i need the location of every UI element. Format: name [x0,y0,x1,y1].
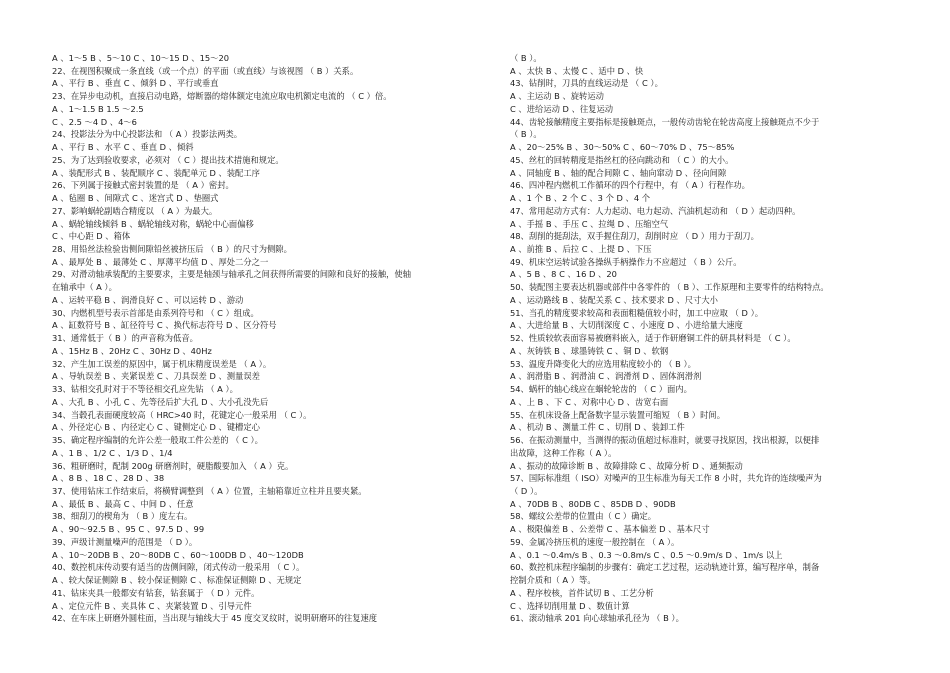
question-line: A 、较大保证侧隙 B 、较小保证侧隙 C 、标准保证侧隙 D 、无规定 [52,575,302,586]
question-line: A 、15Hz B 、20Hz C 、30Hz D 、40Hz [52,345,212,356]
question-line: C 、进给运动 D 、往复运动 [510,103,614,114]
question-line: A 、上 B 、下 C 、对称中心 D 、齿宽右面 [510,396,669,407]
question-line: 40、数控机床传动要有适当的齿侧间隙，闭式传动一般采用 （ C ）。 [52,562,305,573]
question-line: 41、钻床夹具一般都安有钻套，钻套属于 （ D ）元件。 [52,587,260,598]
question-line: 51、当孔的精度要求较高和表面粗糙值较小时，加工中应取 （ D ）。 [510,307,764,318]
question-line: 38、细刮刀的楔角为 （ B ）度左右。 [52,511,193,522]
question-line: 39、声级计测量噪声的范围是 （ D ）。 [52,536,198,547]
question-line: 45、丝杠的回转精度是指丝杠的径向跳动和 （ C ）的大小。 [510,154,734,165]
question-line: 53、温度升降变化大的应选用粘度较小的 （ B ）。 [510,358,696,369]
question-line: 57、国际标准组（ ISO）对噪声的卫生标准为每天工作 8 小时，共允许的连续噪声为 [510,473,822,484]
question-line: A 、最厚处 B 、最薄处 C 、厚薄平均值 D 、厚处二分之一 [52,256,269,267]
question-line: 25、为了达到验收要求，必须对 （ C ）提出技术措施和规定。 [52,154,284,165]
question-line: 58、螺纹公差带的位置由（ C ）确定。 [510,511,657,522]
question-line: 出故障，这种工作称（ A ）。 [510,447,617,458]
question-line: A 、90～92.5 B 、95 C 、97.5 D 、99 [52,524,205,535]
left-column [52,52,442,625]
question-line: A 、5 B 、8 C 、16 D 、20 [510,269,617,280]
question-line: A 、前推 B 、后拉 C 、上提 D 、下压 [510,244,652,255]
question-line: 32、产生加工误差的原因中，属于机床精度误差是 （ A ）。 [52,358,272,369]
question-line: A 、运转平稳 B 、润滑良好 C 、可以运转 D 、游动 [52,294,244,305]
question-line: A 、蜗轮轴线倾斜 B 、蜗轮轴线对称，蜗轮中心面偏移 [52,218,254,229]
question-line: A 、定位元件 B 、夹具体 C 、夹紧装置 D 、引导元件 [52,600,252,611]
question-line: 48、刮削的挺刮法，双手握住刮刀，刮削时应 （ D ）用力于刮刀。 [510,231,759,242]
question-line: A 、极限偏差 B 、公差带 C 、基本偏差 D 、基本尺寸 [510,524,710,535]
question-line: C 、中心距 D 、箱体 [52,231,131,242]
question-line: （ B ）。 [510,129,542,140]
question-line: 44、齿轮接触精度主要指标是接触斑点，一般传动齿轮在轮齿高度上接触斑点不少于 [510,116,820,127]
question-line: C 、2.5 ～4 D 、4～6 [52,116,137,127]
question-line: A 、最低 B 、最高 C 、中间 D 、任意 [52,498,194,509]
question-line: A 、毡圈 B 、间隙式 C 、迷宫式 D 、垫圈式 [52,193,219,204]
question-line: A 、外径定心 B 、内径定心 C 、键侧定心 D 、键槽定心 [52,422,260,433]
question-line: 37、使用钻床工作结束后，将横臂调整到 （ A ）位置，主轴箱靠近立柱并且要夹紧。 [52,485,367,496]
question-line: 22、在视图积聚成一条直线（或一个点）的平面（或直线）与该视图 （ B ）关系。 [52,65,359,76]
question-line: 27、影响蜗轮副啮合精度以 （ A ）为最大。 [52,205,218,216]
question-line: A 、手摇 B 、手压 C 、拉绳 D 、压缩空气 [510,218,669,229]
question-line: A 、装配形式 B 、装配顺序 C 、装配单元 D 、装配工序 [52,167,260,178]
question-line: 26、下列属于接触式密封装置的是 （ A ）密封。 [52,180,234,191]
question-line: 46、四冲程内燃机工作循环的四个行程中，有 （ A ）行程作功。 [510,180,750,191]
question-line: A 、10～20DB B 、20～80DB C 、60～100DB D 、40～120DB [52,549,304,560]
right-column [510,52,900,625]
question-line: 42、在车床上研磨外圆柱面，当出现与轴线大于 45 度交叉纹时，说明研磨环的往复速度 [52,613,378,624]
question-line: 29、对滑动轴承装配的主要要求，主要是轴颈与轴承孔之间获得所需要的间隙和良好的接触，使轴 [52,269,412,280]
question-line: A 、同轴度 B 、轴的配合间隙 C 、轴向窜动 D 、径向间隙 [510,167,727,178]
question-line: A 、平行 B 、垂直 C 、倾斜 D 、平行或垂直 [52,78,219,89]
question-line: 控制介质和（ A ）等。 [510,575,596,586]
question-line: A 、1～1.5 B 1.5 ～2.5 [52,103,144,114]
question-line: 31、通常低于（ B ）的声音称为低音。 [52,333,198,344]
question-line: A 、导轨误差 B 、夹紧误差 C 、刀具误差 D 、测量误差 [52,371,260,382]
question-line: 36、粗研磨时，配制 200g 研磨剂时，硬脂酸要加入 （ A ）克。 [52,460,294,471]
question-line: A 、振动的故障诊断 B 、故障排除 C 、故障分析 D 、通频振动 [510,460,743,471]
question-line: A 、主运动 B 、旋转运动 [510,91,604,102]
question-line: A 、运动路线 B 、装配关系 C 、技术要求 D 、尺寸大小 [510,294,718,305]
question-line: 54、蜗杆的轴心线应在蜗轮轮齿的 （ C ）面内。 [510,384,692,395]
question-line: 30、内燃机型号表示首部是由系列符号和 （ C ）组成。 [52,307,259,318]
question-line: C 、选择切削用量 D 、数值计算 [510,600,630,611]
question-line: 59、金属冷挤压机的速度一般控制在 （ A ）。 [510,536,680,547]
question-line: A 、缸数符号 B 、缸径符号 C 、换代标志符号 D 、区分符号 [52,320,277,331]
question-line: A 、润滑脂 B 、润滑油 C 、润滑剂 D 、固体润滑剂 [510,371,702,382]
question-line: 52、性质较软表面容易被磨料嵌入，适于作研磨铜工件的研具材料是 （ C ）。 [510,333,796,344]
question-line: A 、20～25% B 、30～50% C 、60～70% D 、75～85% [510,142,735,153]
question-line: 56、在振动测量中，当测得的振动值超过标准时，就要寻找原因，找出根源，以便排 [510,435,820,446]
question-line: A 、8 B 、18 C 、28 D 、38 [52,473,165,484]
question-line: 55、在机床设备上配备数字显示装置可缩短 （ B ）时间。 [510,409,725,420]
question-line: A 、1～5 B 、5～10 C 、10～15 D 、15～20 [52,53,230,63]
question-line: A 、大进给量 B 、大切削深度 C 、小速度 D 、小进给量大速度 [510,320,743,331]
question-line: 47、常用起动方式有：人力起动、电力起动、汽油机起动和 （ D ）起动四种。 [510,205,801,216]
question-line: 35、确定程序编制的允许公差一般取工件公差的 （ C ）。 [52,435,263,446]
question-line: 34、当毂孔表面硬度较高（ HRC>40 时，花键定心一般采用 （ C ）。 [52,409,312,420]
question-line: 43、钻削时，刀具的直线运动是 （ C ）。 [510,78,663,89]
question-line: 23、在异步电动机，直接启动电路，熔断器的熔体额定电流应取电机额定电流的 （ C ）倍。 [52,91,392,102]
question-line: 49、机床空运转试验各操纵手柄操作力不应超过 （ B ）公斤。 [510,256,742,267]
question-line: （ D ）。 [510,485,543,496]
question-line: 28、用铅丝法检验齿侧间隙铅丝被挤压后 （ B ）的尺寸为侧隙。 [52,244,292,255]
question-line: A 、程序校核，首件试切 B 、工艺分析 [510,587,654,598]
question-line: （ B ）。 [510,53,542,63]
question-line: A 、0.1 ～0.4m/s B 、0.3 ～0.8m/s C 、0.5 ～0.9m/s D 、1m/s 以上 [510,549,783,560]
question-line: A 、机动 B 、测量工件 C 、切削 D 、装卸工件 [510,422,685,433]
question-line: 33、钻相交孔时对于不等径相交孔应先钻 （ A ）。 [52,384,238,395]
question-line: A 、70DB B 、80DB C 、85DB D 、90DB [510,498,676,509]
question-line: A 、大孔 B 、小孔 C 、先等径后扩大孔 D 、大小孔没先后 [52,396,269,407]
question-line: A 、太快 B 、太慢 C 、适中 D 、快 [510,65,644,76]
question-line: 60、数控机床程序编制的步骤有：确定工艺过程，运动轨迹计算，编写程序单，制备 [510,562,820,573]
question-line: 24、投影法分为中心投影法和 （ A ）投影法两类。 [52,129,243,140]
question-line: A 、1 B 、1/2 C 、1/3 D 、1/4 [52,447,173,458]
question-line: A 、1 个 B 、2 个 C 、3 个 D 、4 个 [510,193,651,204]
question-line: 61、滚动轴承 201 向心球轴承孔径为 （ B ）。 [510,613,684,624]
question-line: A 、平行 B 、水平 C 、垂直 D 、倾斜 [52,142,194,153]
question-line: 在轴承中（ A ）。 [52,282,117,293]
question-line: 50、装配图主要表达机器或部件中各零件的 （ B ）、工作原理和主要零件的结构特点。 [510,282,829,293]
question-line: A 、灰铸铁 B 、球墨铸铁 C 、铜 D 、软钢 [510,345,669,356]
